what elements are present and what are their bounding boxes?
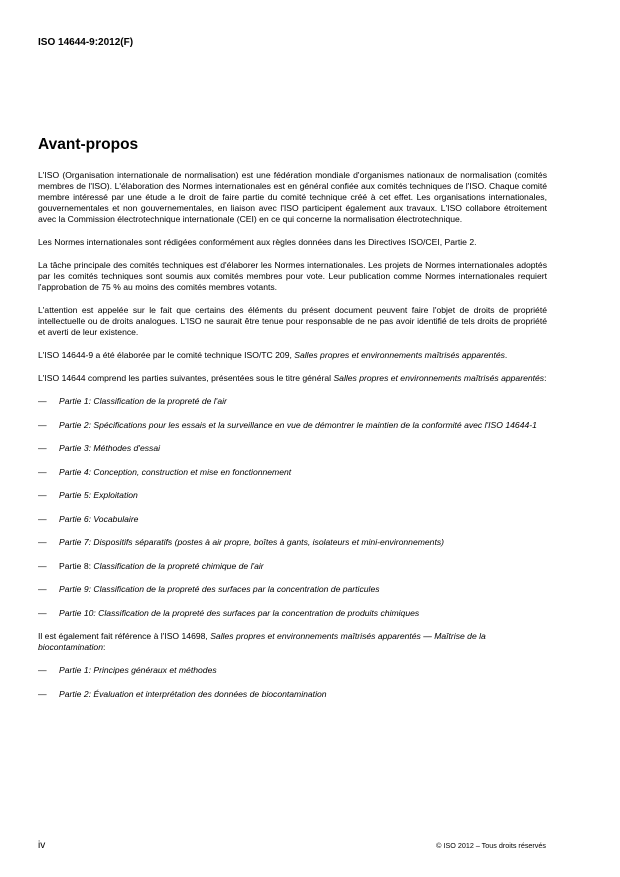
dash-bullet: — (38, 466, 47, 477)
list-item (38, 467, 547, 478)
list-item (38, 665, 547, 676)
part-title: Classification de la propreté chimique de l'air (93, 560, 264, 571)
prepared-by-text: L'ISO 14644-9 a été élaborée par le comité technique ISO/TC 209, (38, 350, 295, 360)
dash-bullet: — (38, 537, 47, 547)
page-number: iv (38, 840, 46, 851)
series-intro-text: L'ISO 14644 comprend les parties suivantes, présentées sous le titre général (38, 373, 334, 383)
dash-bullet: — (38, 688, 47, 699)
dash-bullet: — (38, 665, 47, 675)
dash-bullet: — (38, 490, 47, 500)
prepared-by-end: . (504, 350, 508, 360)
paragraph-iso-14698 (38, 631, 547, 653)
reference-title: Salles propres et environnements maîtrisés apparentés — Maîtrise de la biocontamination (38, 631, 486, 652)
part-title: Partie 2: Évaluation et interprétation des données de biocontamination (59, 688, 327, 699)
part-title: Partie 2: Spécifications pour les essais et la surveillance en vue de démontrer le maintien de la conformité avec l'ISO 14644-1 (59, 419, 537, 430)
paragraph-series-parts (38, 373, 547, 384)
paragraph-directives: Les Normes internationales sont rédigées conformément aux règles données dans les Directives ISO/CEI, Partie 2. (38, 237, 477, 247)
list-item (38, 584, 547, 595)
paragraph-technical-committees: La tâche principale des comités techniques est d'élaborer les Normes internationales. Les projets de Normes internationales adoptés par les comités techniques sont soumis aux comités membres pour vote. Leur publication comme Normes internationales requiert l'approbation de 75 % au moins des comités membres votants. (38, 260, 547, 292)
list-item (38, 608, 547, 619)
series-general-title: Salles propres et environnements maîtrisés apparentés (333, 373, 545, 383)
part-title: Partie 6: Vocabulaire (59, 513, 139, 524)
parts-list (38, 396, 547, 619)
part-title: Partie 1: Classification de la propreté de l'air (59, 396, 227, 406)
list-item (38, 514, 547, 525)
reference-intro-text: Il est également fait référence à l'ISO 14698, (38, 631, 211, 641)
document-id: ISO 14644-9:2012(F) (38, 37, 134, 48)
copyright-notice: © ISO 2012 – Tous droits réservés (436, 841, 546, 850)
series-intro-end: : (544, 373, 547, 383)
dash-bullet: — (38, 419, 47, 430)
committee-title: Salles propres et environnements maîtrisés apparentés (294, 350, 505, 360)
part-title: Partie 1: Principes généraux et méthodes (59, 665, 217, 675)
page-title: Avant-propos (38, 136, 139, 153)
foreword-body (38, 170, 547, 712)
dash-bullet: — (38, 584, 47, 594)
part-title: Partie 3: Méthodes d'essai (59, 443, 161, 453)
list-item (38, 420, 547, 431)
part-title: Partie 7: Dispositifs séparatifs (postes à air propre, boîtes à gants, isolateurs et mini-environnements) (59, 537, 444, 547)
part-prefix: Partie 8: (59, 560, 94, 571)
list-item (38, 537, 547, 548)
dash-bullet: — (38, 513, 47, 524)
dash-bullet: — (38, 607, 47, 618)
list-item (38, 396, 547, 407)
parts-list-14698 (38, 665, 547, 700)
reference-intro-end: : (102, 642, 106, 652)
part-title: Partie 5: Exploitation (59, 490, 138, 500)
list-item (38, 490, 547, 501)
list-item (38, 561, 547, 572)
part-title: Partie 4: Conception, construction et mise en fonctionnement (59, 466, 292, 477)
paragraph-iso-organisation: L'ISO (Organisation internationale de normalisation) est une fédération mondiale d'organismes nationaux de normalisation (comités membres de l'ISO). L'élaboration des Normes internationales est en général confiée aux comités techniques de l'ISO. Chaque comité membre intéressé par une étude a le droit de faire partie du comité technique créé à cet effet. Les organisations internationales, gouvernementales et non gouvernementales, en liaison avec l'ISO participent également aux travaux. L'ISO collabore étroitement avec la Commission électrotechnique internationale (CEI) en ce qui concerne la normalisation électrotechnique. (38, 170, 547, 224)
part-title: Partie 9: Classification de la propreté des surfaces par la concentration de particules (59, 584, 380, 594)
part-title: Partie 10: Classification de la propreté des surfaces par la concentration de produits chimiques (59, 607, 420, 618)
paragraph-prepared-by (38, 350, 547, 361)
dash-bullet: — (38, 443, 47, 453)
list-item (38, 443, 547, 454)
dash-bullet: — (38, 396, 47, 406)
paragraph-patent-rights: L'attention est appelée sur le fait que certains des éléments du présent document peuvent faire l'objet de droits de propriété intellectuelle ou de droits analogues. L'ISO ne saurait être tenue pour responsable de ne pas avoir identifié de tels droits de propriété et averti de leur existence. (38, 305, 547, 337)
dash-bullet: — (38, 560, 47, 571)
list-item (38, 689, 547, 700)
